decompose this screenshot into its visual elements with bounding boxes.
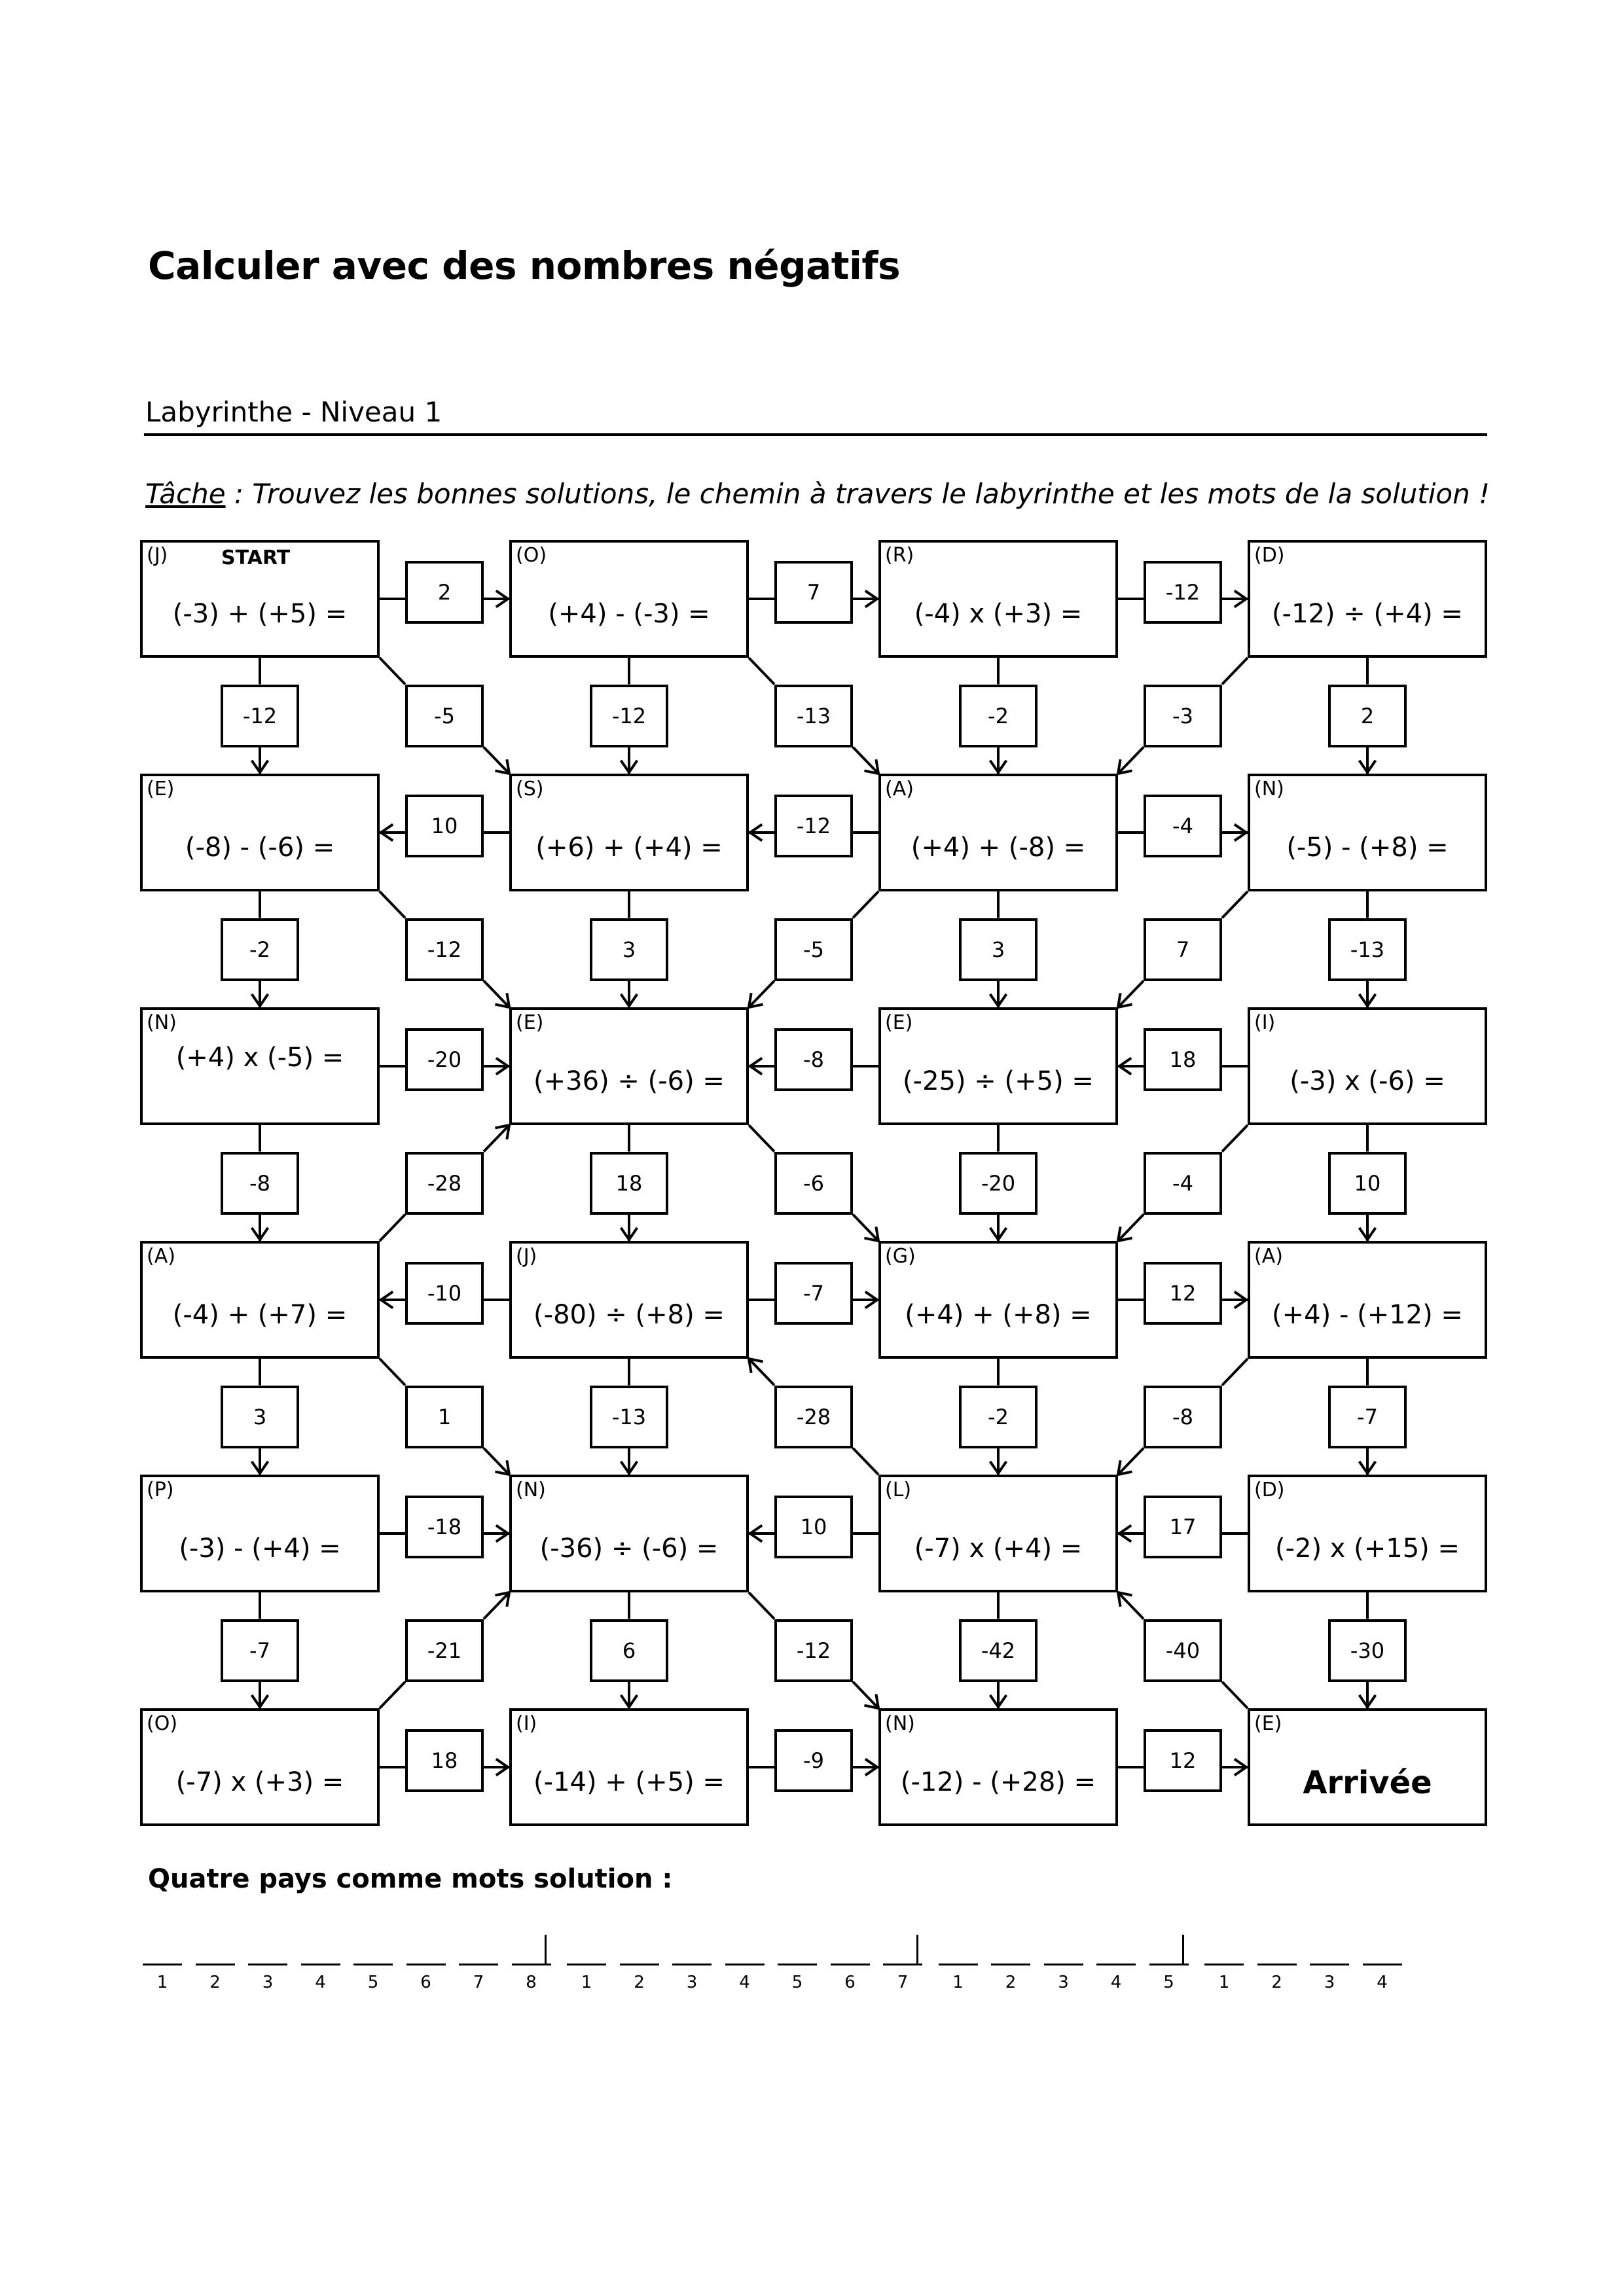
cell-expression: (+4) - (-3) = [548, 599, 710, 629]
answer-box: -2 [221, 918, 299, 981]
answer-box: -9 [774, 1729, 853, 1792]
start-label: START [221, 547, 291, 569]
slot-line [1310, 1964, 1349, 1965]
slot-number: 8 [526, 1973, 537, 1992]
cell-letter: (R) [885, 544, 914, 567]
cell-letter: (E) [885, 1011, 913, 1034]
answer-box: 3 [959, 918, 1038, 981]
slot-line [725, 1964, 765, 1965]
maze-cell [509, 540, 749, 658]
cell-letter: (I) [1254, 1011, 1276, 1034]
maze-cell [509, 774, 749, 891]
slot-line [620, 1964, 659, 1965]
cell-letter: (N) [885, 1712, 915, 1735]
cell-letter: (J) [516, 1245, 537, 1268]
answer-box: -12 [590, 685, 668, 747]
cell-expression: (-14) + (+5) = [533, 1767, 725, 1797]
answer-box: 6 [590, 1619, 668, 1682]
slot-line [991, 1964, 1030, 1965]
slot-line [778, 1964, 817, 1965]
maze-cell [509, 1241, 749, 1359]
answer-box: -12 [405, 918, 484, 981]
answer-box: -8 [774, 1028, 853, 1091]
answer-box: -8 [221, 1152, 299, 1215]
answer-box: -2 [959, 685, 1038, 747]
cell-letter: (A) [147, 1245, 175, 1268]
slot-line [353, 1964, 393, 1965]
cell-letter: (E) [1254, 1712, 1282, 1735]
maze-cell [140, 540, 380, 658]
connector-line [380, 658, 405, 685]
maze-cell [140, 774, 380, 891]
answer-box: 2 [405, 561, 484, 624]
slot-line [1204, 1964, 1244, 1965]
slot-line [406, 1964, 446, 1965]
cell-expression: (+4) + (+8) = [905, 1300, 1092, 1330]
slot-line [1257, 1964, 1297, 1965]
answer-box: -28 [774, 1386, 853, 1448]
answer-box: -12 [774, 1619, 853, 1682]
answer-box: -7 [221, 1619, 299, 1682]
answer-box: 1 [405, 1386, 484, 1448]
slot-line [459, 1964, 498, 1965]
maze-cell [509, 1475, 749, 1592]
maze-cell [1248, 540, 1487, 658]
answer-box: 18 [405, 1729, 484, 1792]
slot-line [672, 1964, 712, 1965]
word-separator [545, 1935, 547, 1965]
cell-expression: (-7) x (+4) = [914, 1534, 1083, 1564]
slot-number: 2 [634, 1973, 645, 1992]
cell-expression: (-12) - (+28) = [900, 1767, 1096, 1797]
slot-number: 3 [1324, 1973, 1335, 1992]
finish-label: Arrivée [1303, 1765, 1432, 1801]
slot-number: 2 [209, 1973, 221, 1992]
cell-letter: (I) [516, 1712, 537, 1735]
answer-box: 18 [1144, 1028, 1222, 1091]
solution-label: Quatre pays comme mots solution : [148, 1864, 673, 1894]
cell-expression: (+4) + (-8) = [911, 833, 1086, 863]
maze-cell [1248, 1708, 1487, 1826]
answer-box: -20 [959, 1152, 1038, 1215]
answer-box: -6 [774, 1152, 853, 1215]
answer-box: -5 [774, 918, 853, 981]
answer-box: -20 [405, 1028, 484, 1091]
answer-box: 10 [1328, 1152, 1407, 1215]
answer-box: -21 [405, 1619, 484, 1682]
slot-number: 5 [791, 1973, 803, 1992]
task-text: : Trouvez les bonnes solutions, le chemin à travers le labyrinthe et les mots de la solution ! [225, 478, 1490, 510]
cell-expression: (-36) ÷ (-6) = [539, 1534, 719, 1564]
slot-number: 1 [156, 1973, 168, 1992]
cell-expression: (+36) ÷ (-6) = [533, 1066, 725, 1096]
answer-box: -12 [774, 795, 853, 857]
maze-cell [1248, 1475, 1487, 1592]
answer-box: 2 [1328, 685, 1407, 747]
cell-expression: (+6) + (+4) = [535, 833, 723, 863]
answer-box: -13 [1328, 918, 1407, 981]
answer-box: -42 [959, 1619, 1038, 1682]
cell-letter: (J) [147, 544, 168, 567]
cell-letter: (P) [147, 1479, 174, 1501]
slot-line [248, 1964, 287, 1965]
maze-cell [878, 1708, 1118, 1826]
cell-expression: (-4) x (+3) = [914, 599, 1083, 629]
maze-cell [878, 1007, 1118, 1125]
cell-expression: (+4) x (-5) = [175, 1043, 344, 1073]
connector-line [853, 891, 878, 918]
maze-cell [1248, 1007, 1487, 1125]
answer-box: 7 [774, 561, 853, 624]
cell-letter: (O) [147, 1712, 178, 1735]
answer-box: -12 [221, 685, 299, 747]
cell-expression: (-80) ÷ (+8) = [533, 1300, 725, 1330]
answer-box: -18 [405, 1496, 484, 1558]
slot-line [143, 1964, 182, 1965]
slot-line [1363, 1964, 1402, 1965]
cell-expression: (-12) ÷ (+4) = [1272, 599, 1463, 629]
connector-line [749, 658, 774, 685]
cell-letter: (D) [1254, 1479, 1285, 1501]
connector-line [380, 891, 405, 918]
word-separator [916, 1935, 918, 1965]
maze-cell [878, 774, 1118, 891]
cell-letter: (N) [1254, 778, 1284, 800]
cell-letter: (E) [147, 778, 175, 800]
answer-box: 12 [1144, 1262, 1222, 1325]
answer-box: -2 [959, 1386, 1038, 1448]
cell-letter: (A) [1254, 1245, 1283, 1268]
cell-letter: (L) [885, 1479, 912, 1501]
connector-line [749, 1592, 774, 1619]
slot-line [301, 1964, 340, 1965]
connector-line [1222, 1125, 1248, 1152]
maze-cell [140, 1241, 380, 1359]
slot-number: 4 [739, 1973, 750, 1992]
cell-expression: (-4) + (+7) = [172, 1300, 348, 1330]
connector-line [1222, 658, 1248, 685]
answer-box: -7 [774, 1262, 853, 1325]
connector-line [380, 1359, 405, 1386]
maze-cell [140, 1475, 380, 1592]
answer-box: -12 [1144, 561, 1222, 624]
answer-box: -4 [1144, 795, 1222, 857]
slot-number: 6 [420, 1973, 431, 1992]
maze-cell [878, 540, 1118, 658]
page-title: Calculer avec des nombres négatifs [148, 243, 901, 288]
cell-expression: (-3) - (+4) = [179, 1534, 341, 1564]
connector-line [1222, 891, 1248, 918]
slot-number: 4 [1377, 1973, 1388, 1992]
connector-line [853, 1448, 878, 1475]
cell-expression: (-2) x (+15) = [1274, 1534, 1460, 1564]
connector-line [1222, 1359, 1248, 1386]
maze-cell [878, 1241, 1118, 1359]
slot-line [1044, 1964, 1083, 1965]
cell-letter: (D) [1254, 544, 1285, 567]
slot-line [831, 1964, 870, 1965]
answer-box: 7 [1144, 918, 1222, 981]
connector-line [380, 1215, 405, 1242]
slot-number: 1 [952, 1973, 964, 1992]
answer-box: -10 [405, 1262, 484, 1325]
task-label: Tâche [145, 478, 226, 510]
answer-box: 17 [1144, 1496, 1222, 1558]
cell-expression: (+4) - (+12) = [1272, 1300, 1463, 1330]
maze-cell [1248, 774, 1487, 891]
answer-box: 10 [405, 795, 484, 857]
maze-cell [1248, 1241, 1487, 1359]
slot-number: 2 [1271, 1973, 1282, 1992]
answer-box: -3 [1144, 685, 1222, 747]
cell-letter: (S) [516, 778, 544, 800]
answer-box: -40 [1144, 1619, 1222, 1682]
slot-number: 5 [367, 1973, 379, 1992]
maze-cell [140, 1007, 380, 1125]
answer-box: 3 [590, 918, 668, 981]
maze-cell [509, 1007, 749, 1125]
answer-box: 3 [221, 1386, 299, 1448]
answer-box: -5 [405, 685, 484, 747]
cell-letter: (N) [516, 1479, 546, 1501]
word-separator [1182, 1935, 1184, 1965]
answer-box: -13 [590, 1386, 668, 1448]
answer-box: 12 [1144, 1729, 1222, 1792]
cell-expression: (-3) x (-6) = [1290, 1066, 1445, 1096]
cell-expression: (-8) - (-6) = [185, 833, 335, 863]
cell-expression: (-5) - (+8) = [1286, 833, 1449, 863]
cell-letter: (A) [885, 778, 914, 800]
slot-number: 3 [262, 1973, 274, 1992]
slot-number: 1 [1218, 1973, 1230, 1992]
slot-number: 4 [1110, 1973, 1122, 1992]
connector-line [1222, 1682, 1248, 1709]
maze-cell [509, 1708, 749, 1826]
maze-cell [140, 1708, 380, 1826]
maze-cell [878, 1475, 1118, 1592]
answer-box: -7 [1328, 1386, 1407, 1448]
cell-letter: (O) [516, 544, 547, 567]
cell-expression: (-25) ÷ (+5) = [903, 1066, 1094, 1096]
slot-line [939, 1964, 978, 1965]
answer-box: 18 [590, 1152, 668, 1215]
slot-number: 7 [897, 1973, 909, 1992]
cell-expression: (-3) + (+5) = [172, 599, 348, 629]
slot-number: 6 [844, 1973, 856, 1992]
connector-line [380, 1682, 405, 1709]
slot-number: 3 [1058, 1973, 1069, 1992]
answer-box: -4 [1144, 1152, 1222, 1215]
slot-number: 7 [473, 1973, 484, 1992]
slot-number: 4 [315, 1973, 326, 1992]
slot-line [1096, 1964, 1136, 1965]
answer-box: -8 [1144, 1386, 1222, 1448]
answer-box: 10 [774, 1496, 853, 1558]
cell-letter: (G) [885, 1245, 916, 1268]
slot-line [567, 1964, 606, 1965]
answer-box: -13 [774, 685, 853, 747]
cell-letter: (N) [147, 1011, 177, 1034]
slot-number: 5 [1163, 1973, 1174, 1992]
cell-letter: (E) [516, 1011, 544, 1034]
slot-number: 3 [686, 1973, 698, 1992]
slot-number: 1 [581, 1973, 592, 1992]
slot-number: 2 [1005, 1973, 1017, 1992]
connector-line [749, 1125, 774, 1152]
answer-box: -28 [405, 1152, 484, 1215]
answer-box: -30 [1328, 1619, 1407, 1682]
slot-line [196, 1964, 235, 1965]
cell-expression: (-7) x (+3) = [175, 1767, 344, 1797]
worksheet-subtitle: Labyrinthe - Niveau 1 [145, 396, 442, 428]
